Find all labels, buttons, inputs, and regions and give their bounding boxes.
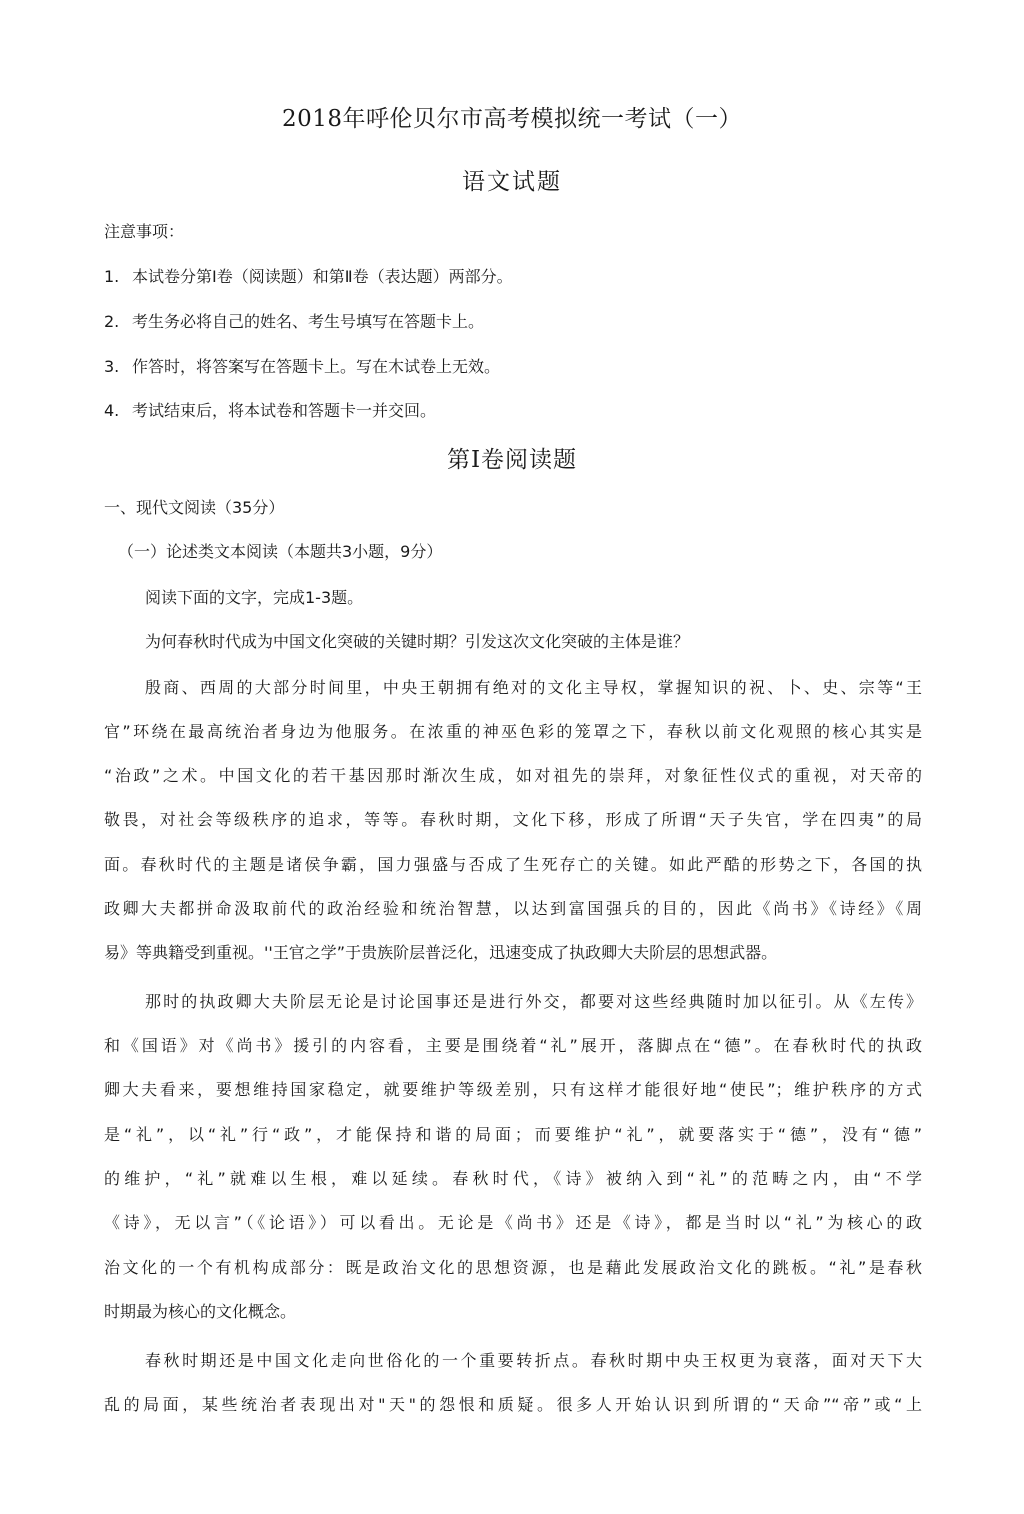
subsection-heading: （一）论述类文本阅读（本题共3小题，9分） [118, 542, 443, 561]
notice-item-text: 考试结束后，将本试卷和答题卡一并交回。 [132, 401, 437, 420]
notice-item [104, 357, 500, 377]
paragraph-line: 面。春秋时代的主题是诸侯争霸，国力强盛与否成了生死存亡的关键。如此严酷的形势之下，各国的执 [104, 855, 922, 874]
paragraph-line: 卿大夫看来，要想维持国家稳定，就要维护等级差别，只有这样才能很好地“使民”；维护秩序的方式 [104, 1080, 922, 1099]
paragraph-line: 时期最为核心的文化概念。 [104, 1302, 297, 1321]
paragraph-line: 那时的执政卿大夫阶层无论是讨论国事还是进行外交，都要对这些经典随时加以征引。从《左传》 [145, 992, 922, 1011]
paragraph-line: 治文化的一个有机构成部分：既是政治文化的思想资源，也是藉此发展政治文化的跳板。“礼”是春秋 [104, 1258, 922, 1277]
paragraph-line: 官”环绕在最高统治者身边为他服务。在浓重的神巫色彩的笼罩之下，春秋以前文化观照的核心其实是 [104, 722, 922, 741]
paragraph-line: 和《国语》对《尚书》援引的内容看，主要是围绕着“礼”展开，落脚点在“德”。在春秋时代的执政 [104, 1036, 922, 1055]
section-heading: 一、现代文阅读（35分） [104, 498, 285, 517]
notice-item-number: 4. [104, 401, 120, 420]
notice-item [104, 401, 436, 421]
paragraph-line: 政卿大夫都拼命汲取前代的政治经验和统治智慧，以达到富国强兵的目的，因此《尚书》《诗经》《周 [104, 899, 922, 918]
notice-item-number: 3. [104, 357, 120, 376]
paragraph-line: 的维护，“礼”就难以生根，难以延续。春秋时代，《诗》被纳入到“礼”的范畴之内，由“不学 [104, 1169, 922, 1188]
paragraph-line: 是“礼”，以“礼”行“政”，才能保持和谐的局面；而要维护“礼”，就要落实于“德”，没有“德” [104, 1125, 922, 1144]
paragraph-line: 易》等典籍受到重视。''王官之学”于贵族阶层普泛化，迅速变成了执政卿大夫阶层的思想武器。 [104, 943, 778, 962]
notice-item-text: 本试卷分第Ⅰ卷（阅读题）和第Ⅱ卷（表达题）两部分。 [132, 267, 513, 286]
exam-title: 2018年呼伦贝尔市高考模拟统一考试（一） [281, 106, 743, 132]
paragraph-line: “治政”之术。中国文化的若干基因那时渐次生成，如对祖先的崇拜，对象征性仪式的重视，对天帝的 [104, 766, 922, 785]
notice-item [104, 267, 513, 287]
notice-item-text: 考生务必将自己的姓名、考生号填写在答题卡上。 [132, 312, 485, 331]
paragraph-line: 《诗》，无以言”（《论语》）可以看出。无论是《尚书》还是《诗》，都是当时以“礼”为核心的政 [104, 1213, 922, 1232]
paragraph-line: 殷商、西周的大部分时间里，中央王朝拥有绝对的文化主导权，掌握知识的祝、卜、史、宗等“王 [145, 678, 922, 697]
notice-item-text: 作答时，将答案写在答题卡上。写在木试卷上无效。 [132, 357, 501, 376]
paragraph-line: 春秋时期还是中国文化走向世俗化的一个重要转折点。春秋时期中央王权更为衰落，面对天下大 [145, 1351, 922, 1370]
paragraph-line: 乱的局面，某些统治者表现出对"天"的怨恨和质疑。很多人开始认识到所谓的“天命”“帝”或“上 [104, 1395, 922, 1414]
notice-item-number: 2. [104, 312, 120, 331]
notice-item [104, 312, 484, 332]
exam-subtitle: 语文试题 [462, 169, 562, 195]
reading-instruction: 阅读下面的文字，完成1-3题。 [145, 588, 364, 607]
paragraph-line: 敬畏，对社会等级秩序的追求，等等。春秋时期，文化下移，形成了所谓“天子失官，学在四夷”的局 [104, 810, 922, 829]
passage-question: 为何春秋时代成为中国文化突破的关键时期？引发这次文化突破的主体是谁？ [145, 632, 690, 651]
notice-item-number: 1. [104, 267, 120, 286]
section-title: 第Ⅰ卷阅读题 [446, 447, 578, 473]
notice-heading: 注意事项： [104, 222, 185, 241]
